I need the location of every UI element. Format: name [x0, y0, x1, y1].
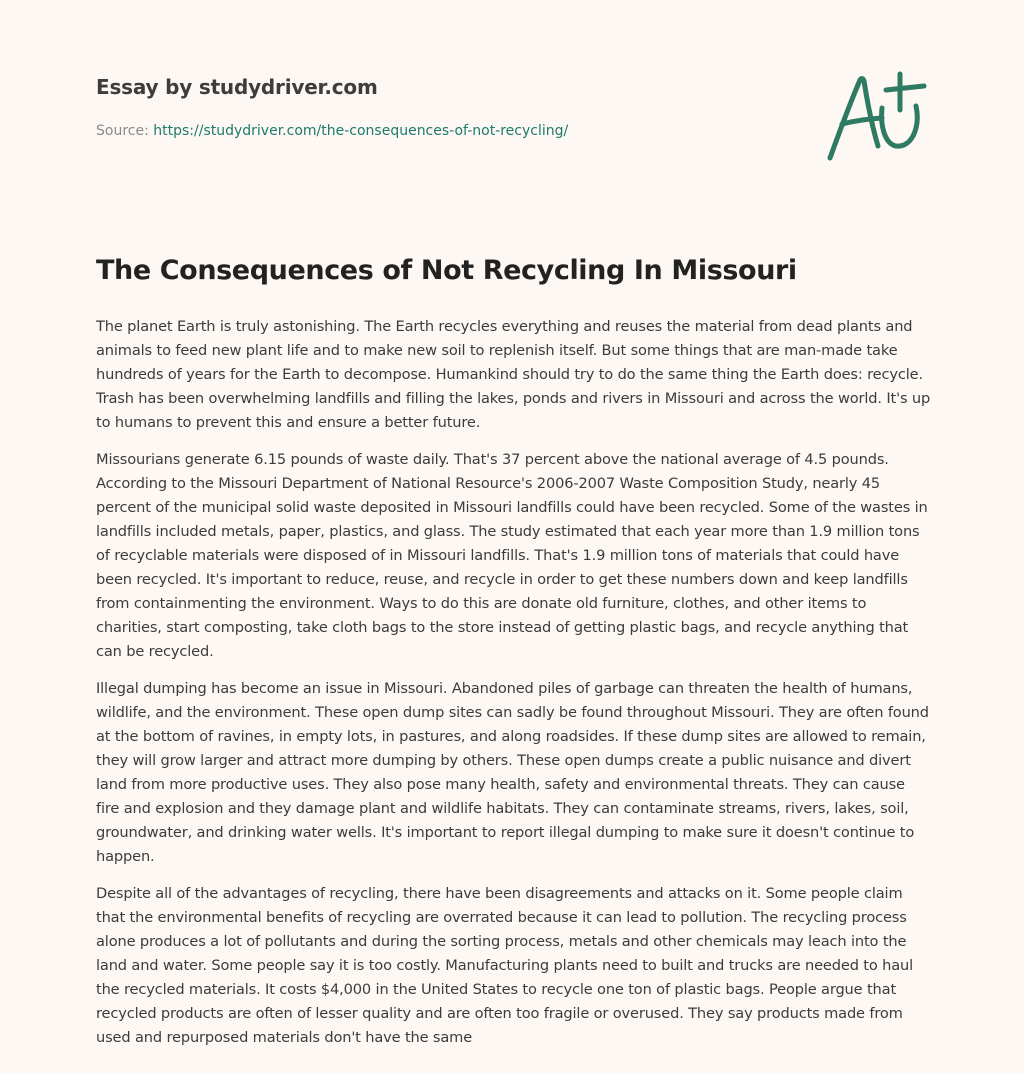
essay-by-heading: Essay by studydriver.com: [96, 75, 378, 99]
a-plus-logo-icon: [820, 66, 930, 166]
paragraph: Despite all of the advantages of recycling, there have been disagreements and attacks on it. Some people claim that the environmental benefits of recycling are overrated because it can lead to pollution. The recycling process alone produces a lot of pollutants and during the sorting process, metals and other chemicals may leach into the land and water. Some people say it is too costly. Manufacturing plants need to built and trucks are needed to haul the recycled materials. It costs $4,000 in the United States to recycle one ton of plastic bags. People argue that recycled products are often of lesser quality and are often too fragile or overused. They say products made from used and repurposed materials don't have the same: [96, 885, 914, 1046]
paragraph: Missourians generate 6.15 pounds of waste daily. That's 37 percent above the national average of 4.5 pounds. According to the Missouri Department of National Resource's 2006-2007 Waste Composition Study, nearly 45 percent of the municipal solid waste deposited in Missouri landfills could have been recycled. Some of the wastes in landfills included metals, paper, plastics, and glass. The study estimated that each year more than 1.9 million tons of recyclable materials were disposed of in Missouri landfills. That's 1.9 million tons of materials that could have been recycled. It's important to reduce, reuse, and recycle in order to get these numbers down and keep landfills from containmenting the environment. Ways to do this are donate old furniture, clothes, and other items to charities, start composting, take cloth bags to the store instead of getting plastic bags, and recycle anything that can be recycled.: [96, 451, 928, 660]
source-label: Source:: [96, 123, 154, 139]
article-title: The Consequences of Not Recycling In Missouri: [96, 255, 797, 286]
source-link[interactable]: https://studydriver.com/the-consequences-of-not-recycling/: [153, 123, 569, 139]
essay-header: [96, 74, 796, 140]
paragraph: The planet Earth is truly astonishing. The Earth recycles everything and reuses the material from dead plants and animals to feed new plant life and to make new soil to replenish itself. But some things that are man-made take hundreds of years for the Earth to decompose. Humankind should try to do the same thing the Earth does: recycle. Trash has been overwhelming landfills and filling the lakes, ponds and rivers in Missouri and across the world. It's up to humans to prevent this and ensure a better future.: [96, 318, 931, 431]
article-body: [96, 315, 932, 1063]
source-line: [96, 122, 796, 140]
paragraph: Illegal dumping has become an issue in Missouri. Abandoned piles of garbage can threaten the health of humans, wildlife, and the environment. These open dump sites can sadly be found throughout Missouri. They are often found at the bottom of ravines, in empty lots, in pastures, and along roadsides. If these dump sites are allowed to remain, they will grow larger and attract more dumping by others. These open dumps create a public nuisance and divert land from more productive uses. They also pose many health, safety and environmental threats. They can cause fire and explosion and they damage plant and wildlife habitats. They can contaminate streams, rivers, lakes, soil, groundwater, and drinking water wells. It's important to report illegal dumping to make sure it doesn't continue to happen.: [96, 680, 929, 865]
